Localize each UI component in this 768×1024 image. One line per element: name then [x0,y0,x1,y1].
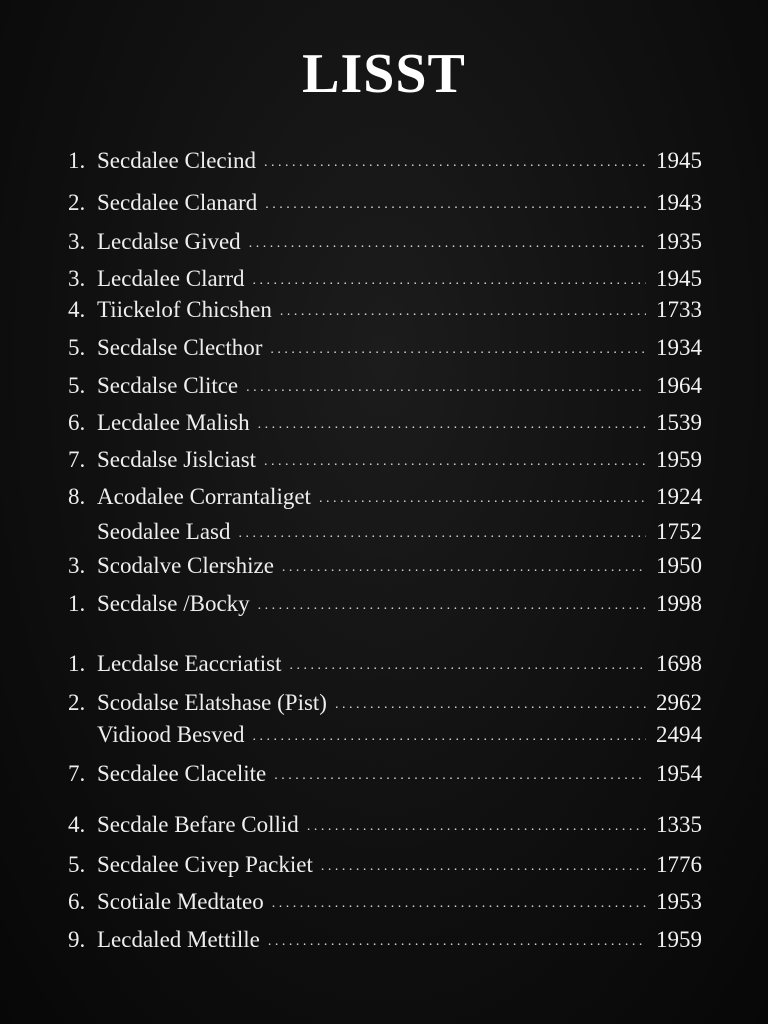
item-number: 7. [68,761,86,786]
item-year: 1950 [656,553,702,578]
item-number: 5. [68,852,86,877]
item-name: Secdalse Clecthor [97,335,263,360]
item-name: Vidiood Besved [97,722,245,747]
dot-leader [264,447,646,473]
dot-leader [280,297,646,323]
item-name: Secdalse Jislciast [97,447,257,472]
list-item [68,447,702,477]
item-name: Lecdalee Clarrd [97,266,245,291]
item-year: 1945 [656,148,702,173]
item-number: 6. [68,410,86,435]
dot-leader [258,410,646,436]
list-item [68,190,702,220]
dot-leader [265,190,646,216]
list-item [68,852,702,882]
list-item [68,373,702,403]
item-year: 1934 [656,335,702,360]
dot-leader [290,651,646,677]
item-name: Tiickelof Chicshen [97,297,272,322]
item-name: Secdalee Clanard [97,190,258,215]
item-number: 3. [68,229,86,254]
item-name: Secdale Befare Collid [97,812,299,837]
item-number: 4. [68,297,86,322]
dot-leader [253,266,647,292]
list-item [68,690,702,720]
item-name: Scodalve Clershize [97,553,274,578]
dot-leader [249,229,646,255]
dot-leader [282,553,646,579]
item-year: 2962 [656,690,702,715]
list-item [68,148,702,178]
dot-leader [258,591,646,617]
item-number: 3. [68,553,86,578]
item-year: 1943 [656,190,702,215]
item-number: 3. [68,266,86,291]
item-year: 1733 [656,297,702,322]
item-year: 1954 [656,761,702,786]
list-item [68,553,702,583]
dot-leader [319,484,646,510]
item-number: 1. [68,148,86,173]
list-item [68,651,702,681]
item-name: Secdalee Clecind [97,148,257,173]
item-year: 1945 [656,266,702,291]
item-number: 9. [68,927,86,952]
list-item [68,519,702,549]
item-year: 1998 [656,591,702,616]
dot-leader [272,889,646,915]
page-title: LISST [302,43,466,105]
item-number: 1. [68,651,86,676]
list-item [68,410,702,440]
dot-leader [238,519,646,545]
item-name: Seodalee Lasd [97,519,231,544]
item-number: 5. [68,373,86,398]
list-item [68,229,702,259]
item-year: 1698 [656,651,702,676]
list-item [68,297,702,327]
item-name: Secdalee Clacelite [97,761,267,786]
item-name: Secdalse /Bocky [97,591,250,616]
item-name: Acodalee Corrantaliget [97,484,311,509]
item-year: 1776 [656,852,702,877]
item-year: 1964 [656,373,702,398]
item-year: 1959 [656,927,702,952]
item-name: Lecdalse Gived [97,229,241,254]
item-number: 7. [68,447,86,472]
list-item [68,484,702,514]
item-year: 1752 [656,519,702,544]
item-year: 2494 [656,722,702,747]
list-item [68,266,702,296]
item-number: 6. [68,889,86,914]
item-year: 1924 [656,484,702,509]
item-name: Lecdalse Eaccriatist [97,651,282,676]
item-year: 1959 [656,447,702,472]
item-name: Secdalse Clitce [97,373,239,398]
item-number: 2. [68,190,86,215]
item-year: 1953 [656,889,702,914]
item-name: Lecdaled Mettille [97,927,260,952]
item-name: Scodalse Elatshase (Pist) [97,690,327,715]
list-item [68,761,702,791]
item-number: 4. [68,812,86,837]
item-year: 1335 [656,812,702,837]
item-year: 1539 [656,410,702,435]
item-number: 2. [68,690,86,715]
item-name: Lecdalee Malish [97,410,250,435]
list-item [68,591,702,621]
dot-leader [246,373,646,399]
dot-leader [268,927,646,953]
dot-leader [264,148,646,174]
list-item [68,927,702,957]
list-item [68,812,702,842]
dot-leader [307,812,646,838]
item-name: Scotiale Medtateo [97,889,264,914]
item-name: Secdalee Civep Packiet [97,852,313,877]
dot-leader [274,761,646,787]
list-item [68,335,702,365]
dot-leader [335,690,646,716]
dot-leader [321,852,646,878]
list-item [68,722,702,752]
dot-leader [252,722,646,748]
item-number: 5. [68,335,86,360]
item-year: 1935 [656,229,702,254]
dot-leader [270,335,646,361]
item-number: 8. [68,484,86,509]
list-item [68,889,702,919]
item-number: 1. [68,591,86,616]
